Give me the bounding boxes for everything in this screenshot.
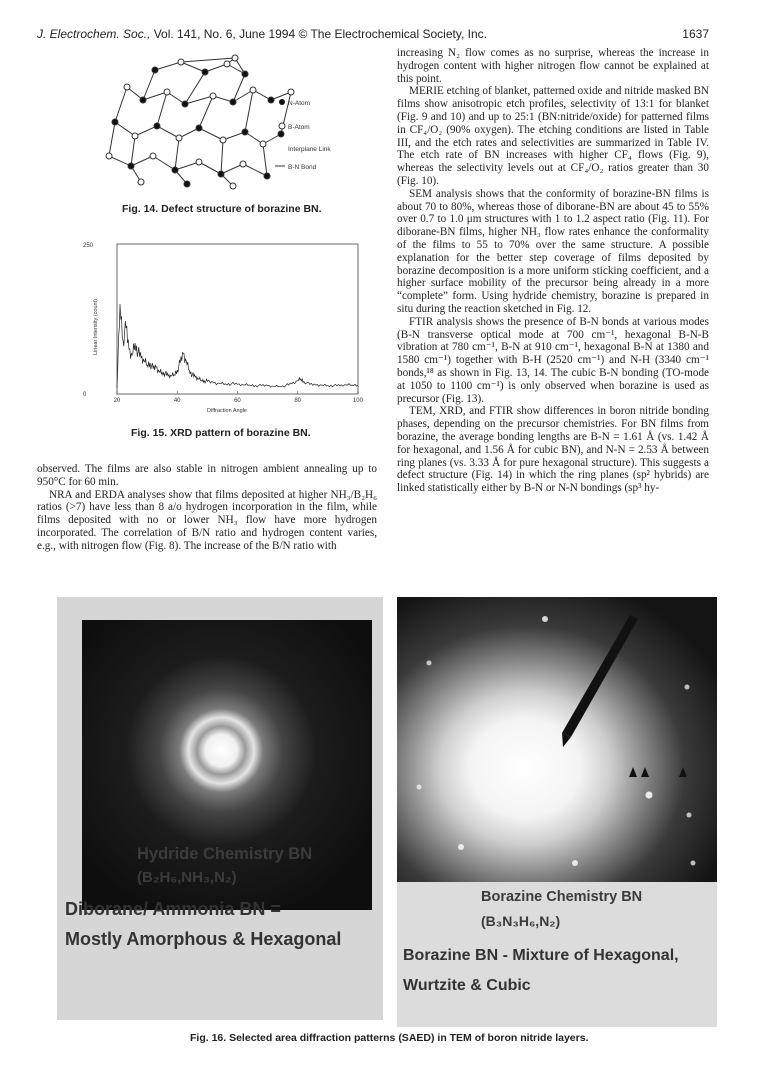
y-tick-bottom: 0 <box>83 392 87 398</box>
bn-bond-line <box>175 138 179 170</box>
bn-bond-line <box>115 122 135 136</box>
bn-bond-line <box>233 74 245 102</box>
bn-bond-line <box>243 164 267 176</box>
fig16-left-label-4: Mostly Amorphous & Hexagonal <box>65 929 342 949</box>
legend-n-atom-label: N-Atom <box>288 100 311 107</box>
bn-bond-line <box>157 126 179 138</box>
b-atom <box>224 61 230 67</box>
beam-stop <box>562 615 638 737</box>
b-atom <box>106 153 112 159</box>
fig16-right-label-2: (B₃N₃H₆,N₂) <box>481 913 561 929</box>
saed-pattern-hydride <box>82 620 372 910</box>
fig15-xrd-chart <box>80 237 380 420</box>
chart-frame <box>117 244 358 394</box>
volume-info: Vol. 141, No. 6, June 1994 © The Electrochemical Society, Inc. <box>150 27 487 41</box>
n-atom <box>278 131 284 137</box>
bn-bond-line <box>263 144 267 176</box>
right-paragraph: TEM, XRD, and FTIR show differences in boron nitride bonding phases, depending on the precursor chemistries. For BN films from borazine, the average bonding lengths are B-N = 1.61 Å (vs. 1.42 Å for hexagonal, and 1.56 Å for cubic BN), and N-N = 2.53 Å between ring planes (vs. 3.33 Å for pure hexagonal structure). This suggests a defect structure (Fig. 14) in which the ring planes (sp² hybrids) are linked statistically either by B-N or N-N bondings (sp³ hy- <box>397 405 709 495</box>
y-tick-top: 250 <box>83 243 94 249</box>
b-atom <box>178 59 184 65</box>
legend-b-atom-marker <box>279 123 285 129</box>
bn-bond-line <box>199 162 221 174</box>
left-text-column <box>37 463 377 553</box>
bn-bond-line <box>143 92 167 100</box>
right-paragraph: increasing N₂ flow comes as no surprise, whereas the increase in hydrogen content with higher nitrogen flow cannot be explained at this point. <box>397 47 709 85</box>
n-atom <box>196 125 202 131</box>
bn-bond-line <box>221 140 223 174</box>
b-atom <box>150 153 156 159</box>
bn-bond-line <box>131 136 135 166</box>
bn-bond-line <box>199 128 223 140</box>
fig16-left-label-1: Hydride Chemistry BN <box>137 845 313 863</box>
diffraction-spot <box>427 661 432 666</box>
left-paragraph: NRA and ERDA analyses show that films deposited at higher NH₃/B₂H₆ ratios (>7) have less than 8 a/o hydrogen incorporation in the film, while films deposited with no or lower NH₃ flow have more hydrogen incorporated. The correlation of B/N ratio and hydrogen content varies, e.g., with nitrogen flow (Fig. 8). The increase of the B/N ratio with <box>37 488 377 552</box>
n-atom <box>230 99 236 105</box>
n-atom <box>264 173 270 179</box>
bn-bond-line <box>143 70 155 100</box>
y-axis-label: Linear Intensity (count) <box>93 299 99 355</box>
fig16-right-label-3: Borazine BN - Mixture of Hexagonal, <box>403 947 679 964</box>
n-atom <box>128 163 134 169</box>
right-paragraph: SEM analysis shows that the conformity of borazine-BN films is about 70 to 80%, whereas those of diborane-BN are about 45 to 55% over 0.7 to 1.0 μm structures with 1 to 1.2 aspect ratio (Fig. 11). For diborane-BN films, higher NH₃ flow rates enhance the conformality of the films to 55 to 70% over the same structure. A possible explanation for the better step coverage of films deposited by borazine decomposition is a more uniform sticking coefficient, and a higher surface mobility of the precursor being already in a more “complete” form. Using hydride chemistry, borazine is prepared in situ during the reaction sketched in Fig. 12. <box>397 187 709 315</box>
fig15-caption: Fig. 15. XRD pattern of borazine BN. <box>131 427 311 439</box>
running-header <box>37 27 709 43</box>
bn-bond-line <box>175 162 199 170</box>
fig14-diagram <box>95 52 360 197</box>
xrd-series-line <box>117 304 358 388</box>
x-tick-label: 80 <box>294 398 302 404</box>
diffraction-spot <box>685 685 690 690</box>
b-atom <box>210 93 216 99</box>
left-paragraph: observed. The films are also stable in nitrogen ambient annealing up to 950°C for 60 min. <box>37 463 377 488</box>
journal-name: J. Electrochem. Soc., <box>37 27 151 41</box>
right-text-column <box>397 47 709 495</box>
diffraction-spot <box>458 844 464 850</box>
n-atom <box>242 129 248 135</box>
b-atom <box>230 183 236 189</box>
ring-marker-arrow <box>641 767 649 777</box>
fig16-left-panel <box>57 597 383 1020</box>
bn-bond-line <box>205 64 227 72</box>
saed-overlay <box>397 597 717 882</box>
bn-bond-line <box>155 62 181 70</box>
bn-bond-line <box>199 96 213 128</box>
b-atom <box>240 161 246 167</box>
b-atom <box>176 135 182 141</box>
diffraction-spot <box>417 785 422 790</box>
n-atom <box>202 69 208 75</box>
fig16-caption: Fig. 16. Selected area diffraction patterns (SAED) in TEM of boron nitride layers. <box>190 1032 589 1044</box>
legend-b-atom-label: B-Atom <box>288 124 310 131</box>
legend-interplane-label: Interplane Link <box>288 146 331 153</box>
bn-bond-line <box>223 132 245 140</box>
n-atom <box>242 71 248 77</box>
bn-bond-line <box>157 92 167 126</box>
bn-bond-line <box>109 122 115 156</box>
n-atom <box>112 119 118 125</box>
bn-bond-line <box>153 156 175 170</box>
n-atom <box>140 97 146 103</box>
n-atom <box>152 67 158 73</box>
b-atom <box>220 137 226 143</box>
n-atom <box>218 171 224 177</box>
x-tick-label: 20 <box>113 398 121 404</box>
b-atom <box>138 179 144 185</box>
n-atom <box>154 123 160 129</box>
diffraction-spot <box>691 861 696 866</box>
fig16-right-panel <box>397 597 717 1027</box>
x-tick-label: 100 <box>352 398 363 404</box>
b-atom <box>124 84 130 90</box>
bn-bond-line <box>115 87 127 122</box>
b-atom <box>164 89 170 95</box>
bn-bond-line <box>245 90 253 132</box>
bn-bond-line <box>109 156 131 166</box>
bn-bond-line <box>131 156 153 166</box>
legend-n-atom-marker <box>279 99 285 105</box>
n-atom <box>184 181 190 187</box>
ring-marker-arrow <box>629 767 637 777</box>
b-atom <box>196 159 202 165</box>
x-tick-label: 60 <box>234 398 241 404</box>
x-axis-label: Diffraction Angle <box>207 408 247 414</box>
diffraction-spots <box>417 616 696 866</box>
bn-bond-line <box>135 126 157 136</box>
diffraction-spot <box>542 616 548 622</box>
right-paragraph: FTIR analysis shows the presence of B-N bonds at various modes (B-N transverse optical mode at 700 cm⁻¹, hexagonal B-N-B vibration at 780 cm⁻¹, B-N at 910 cm⁻¹, hexagonal B-N at 1380 and 1580 cm⁻¹) together with B-H (2520 cm⁻¹) and N-H (3340 cm⁻¹ bonds,¹⁸ as shown in Fig. 13, 14. The cubic B-N bonding (TO-mode at 1050 to 1100 cm⁻¹) is only observed when borazine is used as precursor (Fig. 13). <box>397 315 709 405</box>
b-atom <box>232 55 238 61</box>
diffraction-spot <box>646 792 653 799</box>
n-atom <box>182 101 188 107</box>
right-paragraph: MERIE etching of blanket, patterned oxide and nitride masked BN films show anisotropic etch profiles, selectivity of 13:1 for blanket (Fig. 9 and 10) and up to 25:1 (BN:nitride/oxide) for patterned films in CF₄/O₂ (90% oxygen). The etching conditions are listed in Table III, and the etch rates and selectivities are summarized in Table IV. The etch rate of BN increases with higher CF₄ flows (Fig. 9), whereas the selectivity levels out at CF₄/O₂ ratios greater than 30 (Fig. 10). <box>397 85 709 187</box>
fig16-right-label-4: Wurtzite & Cubic <box>403 977 531 994</box>
n-atom <box>172 167 178 173</box>
fig16-right-label-1: Borazine Chemistry BN <box>481 889 643 905</box>
b-atom <box>250 87 256 93</box>
page-number: 1637 <box>682 27 709 41</box>
fig16-left-label-2: (B₂H₆,NH₃,N₂) <box>137 869 237 886</box>
bn-bond-line <box>181 62 205 72</box>
b-atom <box>288 89 294 95</box>
journal-citation <box>37 27 487 41</box>
bn-bond-line <box>221 164 243 174</box>
diffraction-spot <box>687 813 692 818</box>
legend-bn-bond-label: B-N Bond <box>288 164 317 171</box>
b-atom <box>260 141 266 147</box>
fig16-left-label-3: Diborane/ Ammonia BN = <box>65 899 281 919</box>
fig14-caption: Fig. 14. Defect structure of borazine BN. <box>122 203 322 215</box>
b-atom <box>132 133 138 139</box>
x-tick-label: 40 <box>173 398 181 404</box>
diffraction-spot <box>572 860 578 866</box>
n-atom <box>268 97 274 103</box>
ring-marker-arrow <box>679 767 687 777</box>
